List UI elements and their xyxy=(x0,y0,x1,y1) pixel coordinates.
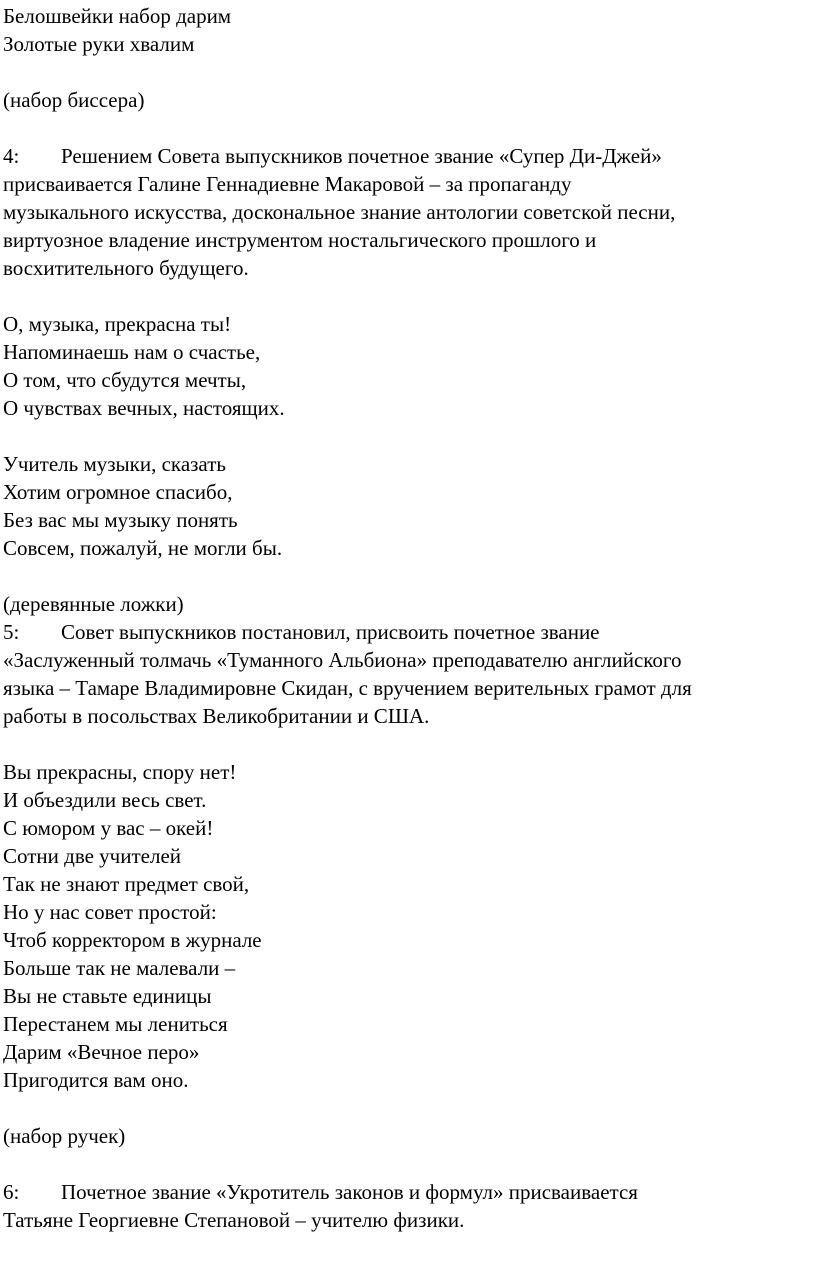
text-line: Золотые руки хвалим xyxy=(3,32,195,56)
text-line: О, музыка, прекрасна ты! xyxy=(3,312,232,336)
gift-note: (набор биссера) xyxy=(3,88,145,112)
item-number: 5: xyxy=(3,620,20,644)
text-line: Чтоб корректором в журнале xyxy=(3,928,262,952)
text-line: О том, что сбудутся мечты, xyxy=(3,368,247,392)
text-line: Вы прекрасны, спору нет! xyxy=(3,760,237,784)
text-line: языка – Тамаре Владимировне Скидан, с вручением верительных грамот для xyxy=(3,676,692,700)
text-line: Напоминаешь нам о счастье, xyxy=(3,340,261,364)
text-line: Так не знают предмет свой, xyxy=(3,872,250,896)
text-line: И объездили весь свет. xyxy=(3,788,207,812)
blank-line xyxy=(3,1150,813,1178)
award-item-6 xyxy=(3,1178,813,1234)
blank-line xyxy=(3,562,813,590)
text-line: Учитель музыки, сказать xyxy=(3,452,226,476)
award-item-5 xyxy=(3,618,813,730)
item-text: Совет выпускников постановил, присвоить почетное звание xyxy=(61,620,600,644)
text-line: восхитительного будущего. xyxy=(3,256,249,280)
text-line: виртуозное владение инструментом ностальгического прошлого и xyxy=(3,228,597,252)
blank-line xyxy=(3,282,813,310)
gift-verse xyxy=(3,2,813,58)
text-line xyxy=(3,1178,813,1206)
item-number: 6: xyxy=(3,1180,20,1204)
poem-stanza xyxy=(3,450,813,562)
poem-stanza xyxy=(3,310,813,422)
text-line: Но у нас совет простой: xyxy=(3,900,217,924)
blank-line xyxy=(3,422,813,450)
text-line: Больше так не малевали – xyxy=(3,956,236,980)
text-line: «Заслуженный толмачь «Туманного Альбиона» преподавателю английского xyxy=(3,648,682,672)
text-line: присваивается Галине Геннадиевне Макаровой – за пропаганду xyxy=(3,172,572,196)
document-text xyxy=(3,2,813,1234)
item-text: Почетное звание «Укротитель законов и формул» присваивается xyxy=(61,1180,638,1204)
gift-note: (набор ручек) xyxy=(3,1124,126,1148)
blank-line xyxy=(3,1094,813,1122)
text-line: Сотни две учителей xyxy=(3,844,182,868)
text-line: Хотим огромное спасибо, xyxy=(3,480,233,504)
text-line: Дарим «Вечное перо» xyxy=(3,1040,200,1064)
text-line: Пригодится вам оно. xyxy=(3,1068,189,1092)
text-line: С юмором у вас – окей! xyxy=(3,816,214,840)
text-line: Белошвейки набор дарим xyxy=(3,4,232,28)
item-number: 4: xyxy=(3,144,20,168)
text-line: музыкального искусства, доскональное знание антологии советской песни, xyxy=(3,200,676,224)
text-line: Перестанем мы лениться xyxy=(3,1012,228,1036)
gift-note: (деревянные ложки) xyxy=(3,592,184,616)
text-line: Вы не ставьте единицы xyxy=(3,984,212,1008)
award-item-4 xyxy=(3,142,813,282)
text-line: Совсем, пожалуй, не могли бы. xyxy=(3,536,283,560)
text-line: работы в посольствах Великобритании и США. xyxy=(3,704,430,728)
blank-line xyxy=(3,58,813,86)
blank-line xyxy=(3,114,813,142)
text-line xyxy=(3,142,813,170)
text-line: Без вас мы музыку понять xyxy=(3,508,238,532)
item-text: Решением Совета выпускников почетное звание «Супер Ди-Джей» xyxy=(61,144,662,168)
text-line: Татьяне Георгиевне Степановой – учителю физики. xyxy=(3,1208,465,1232)
text-line xyxy=(3,618,813,646)
poem-stanza xyxy=(3,758,813,1094)
text-line: О чувствах вечных, настоящих. xyxy=(3,396,285,420)
blank-line xyxy=(3,730,813,758)
